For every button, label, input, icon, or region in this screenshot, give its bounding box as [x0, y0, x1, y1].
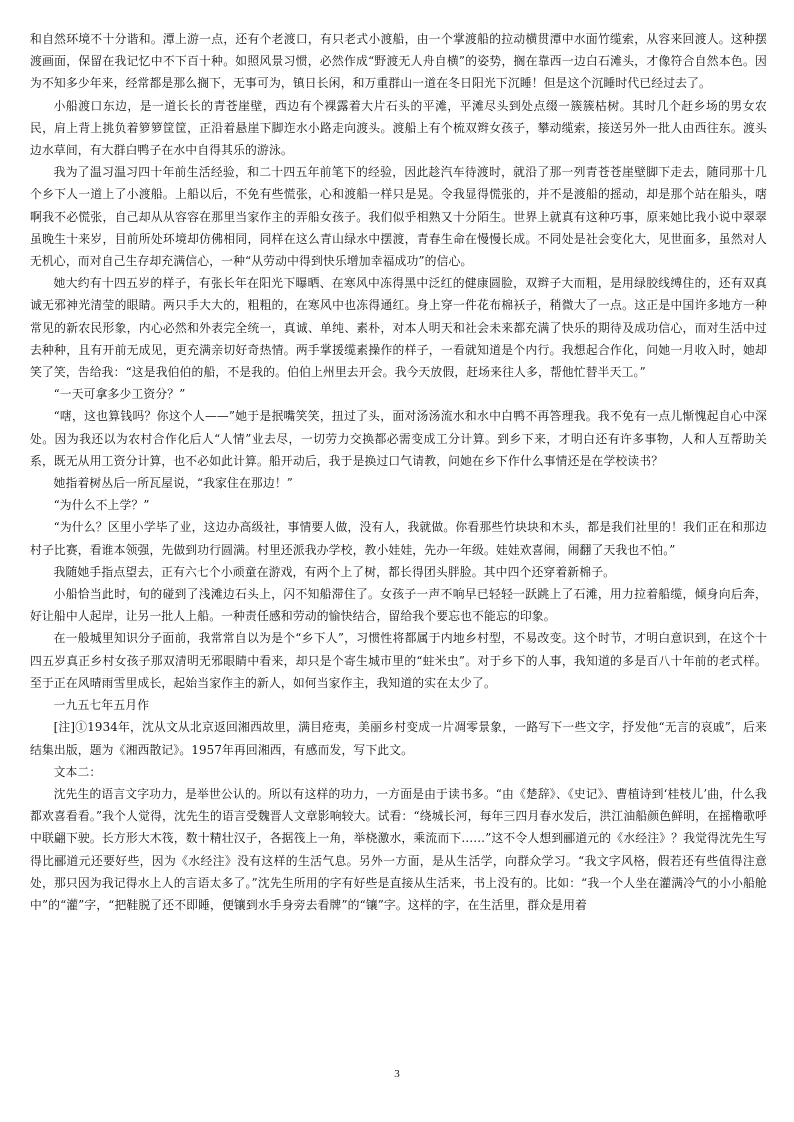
- paragraph: 在一般城里知识分子面前，我常常自以为是个“乡下人”，习惯性将都属于内地乡村型，不易改变。这个时节，才明白意识到，在这个十四五岁真正乡村女孩子那双清明无邪眼睛中看来，却只是个寄生城市里的“蛀米虫”。对于乡下的人事，我知道的多是百八十年前的老式样。至于正在风晴雨雪里成长，起始当家作主的新人，如何当家作主，我知道的实在太少了。: [30, 631, 767, 690]
- paragraph: “一天可拿多少工资分？”: [53, 387, 186, 402]
- paragraph: [注]①1934年，沈从文从北京返回湘西故里，满目疮夷，美丽乡村变成一片凋零景象，一路写下一些文字，抒发他“无言的哀戚”，后来结集出版，题为《湘西散记》。1957年再回湘西，有感而发，写下此文。: [30, 720, 767, 757]
- document-page: [30, 28, 767, 916]
- paragraph: 文本二：: [53, 764, 102, 779]
- paragraph: 沈先生的语言文字功力，是举世公认的。所以有这样的功力，一方面是由于读书多。“由《楚辞》、《史记》、曹植诗到‘桂枝儿’曲，什么我都欢喜看看。”我个人觉得，沈先生的语言受魏晋人文章影响较大。试看：“绕城长河，每年三四月春水发后，洪江油船颜色鲜明，在摇橹歌呼中联翩下驶。长方形大木筏，数十精壮汉子，各据筏上一角，举桡激水，乘流而下……”这不令人想到郦道元的《水经注》？我觉得沈先生写得比郦道元还要好些，因为《水经注》没有这样的生活气息。另外一方面，是从生活学，向群众学习。“我文字风格，假若还有些值得注意处，那只因为我记得水上人的言语太多了。”沈先生所用的字有好些是直接从生活来，书上没有的。比如：“我一个人坐在灌满冷气的小小船舱中”的“灌”字，“把鞋脱了还不即睡，便镶到水手身旁去看牌”的“镶”字。这样的字，在生活里，群众是用着: [30, 786, 767, 912]
- paragraph: 一九五七年五月作: [53, 698, 150, 713]
- page-number: 3: [394, 1068, 400, 1080]
- paragraph: 小船渡口东边，是一道长长的青苍崖壁，西边有个裸露着大片石头的平滩，平滩尽头到处点缀一簇簇枯树。其时几个赶乡场的男女农民，肩上背上挑负着箩箩筐筐，正沿着悬崖下脚迮水小路走向渡头。渡船上有个梳双辫女孩子，攀动缆索，接送另外一批人由西往东。渡头边水草间，有大群白鸭子在水中自得其乐的游泳。: [30, 98, 767, 158]
- paragraph: 我为了温习温习四十年前生活经验，和二十四五年前笔下的经验，因此趁汽车待渡时，就沿了那一列青苍苍崖壁脚下走去，随同那十几个乡下人一道上了小渡船。上船以后，不免有些慌张，心和渡船一样只是晃。令我显得慌张的，并不是渡船的摇动，却是那个站在船头，嗐啊我不必慌张，自己却从从容容在那里当家作主的弄船女孩子。我们似乎相熟又十分陌生。世界上就真有这种巧事，原来她比我小说中翠翠虽晚生十来岁，目前所处环境却仿佛相同，同样在这么青山绿水中摆渡，青春生命在慢慢长成。不同处是社会变化大，见世面多，虽然对人无机心，而对自己生存却充满信心，一种“从劳动中得到快乐增加幸福成功”的信心。: [30, 165, 767, 269]
- paragraph: “为什么？区里小学毕了业，这边办高级社，事情要人做，没有人，我就做。你看那些竹块块和木头，都是我们社里的！我们正在和那边村子比赛，看谁本领强，先做到功行圆满。村里还派我办学校，教小娃娃，先办一年级。娃娃欢喜闹，闹翻了天我也不怕。”: [30, 520, 767, 557]
- paragraph: 她指着树丛后一所瓦屋说，“我家住在那边！”: [53, 476, 293, 491]
- paragraph: “为什么不上学？”: [53, 498, 150, 513]
- paragraph: 小船恰当此时，旬的碰到了浅滩边石头上，闪不知船滞住了。女孩子一声不响早已轻轻一跃跳上了石滩，用力拉着船缆，倾身向后奔，好让船中人起岸，让另一批人上船。一种责任感和劳动的愉快结合，留给我个要忘也不能忘的印象。: [30, 587, 767, 624]
- paragraph: 我随她手指点望去，正有六七个小顽童在游戏，有两个上了树，都长得团头胖脸。其中四个还穿着新棉子。: [53, 564, 616, 579]
- paragraph: “嗐，这也算钱吗？你这个人——”她于是抿嘴笑笑，扭过了头，面对汤汤流水和水中白鸭不再答理我。我不免有一点儿惭愧起自心中深处。因为我还以为农村合作化后人“人情”业去尽，一切劳力交换都必需变成工分计算。到乡下来，才明白还有许多事物，人和人互帮助关系，既无从用工资分计算，也不必如此计算。船开动后，我于是换过口气请教，问她在乡下作什么事情还是在学校读书？: [30, 409, 767, 468]
- paragraph: 她大约有十四五岁的样子，有张长年在阳光下曝晒、在寒风中冻得黑中泛红的健康圆脸，双辫子大而粗，是用绿胶线缚住的，还有双真诚无邪神光清莹的眼睛。两只手大大的，粗粗的，在寒风中也冻得通红。身上穿一件花布棉袄子，稍微大了一点。这正是中国许多地方一种常见的新农民形象，内心必然和外表完全统一，真诚、单纯、素朴，对本人明天和社会未来都充满了快乐的期待及成功信心，而对生活中过去种种，且有开前无成见，更充满亲切好奇热情。两手掌援缆素操作的样子，一看就知道是个内行。我想起合作化，问她一月收入时，她却笑了笑，告给我：“这是我伯伯的船，不是我的。伯伯上州里去开会。我今天放假，赶场来往人多，帮他忙替半天工。”: [30, 276, 767, 380]
- paragraph: 和自然环境不十分谐和。潭上游一点，还有个老渡口，有只老式小渡船，由一个掌渡船的拉动横贯潭中水面竹缆索，从容来回渡人。这种摆渡画面，保留在我记忆中不下百十种。如照风景习惯，必然作成“野渡无人舟自横”的姿势，搁在靠西一边白石滩头，才像符合自然本色。因为不知多少年来，经常都是那么搁下，无事可为，镇日长闲，和万重群山一道在冬日阳光下沉睡！但是这个沉睡时代已经过去了。: [30, 32, 767, 91]
